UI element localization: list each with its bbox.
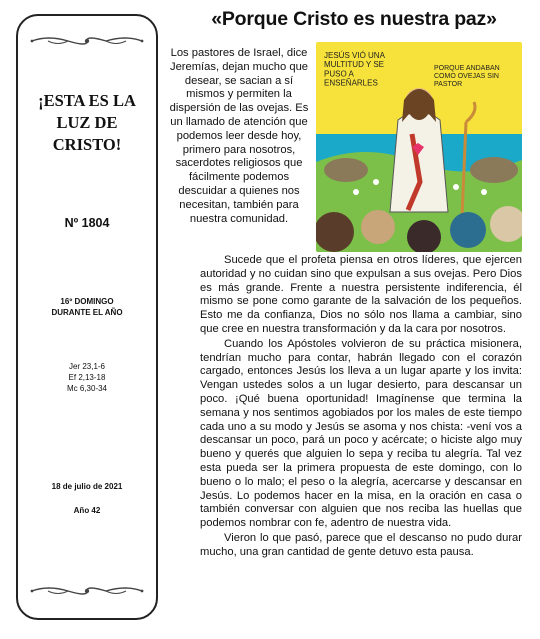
- bottom-ornament-divider: [28, 584, 146, 598]
- readings-list: [18, 361, 156, 394]
- top-ornament-divider: [28, 34, 146, 48]
- reading-item: Ef 2,13-18: [68, 373, 106, 382]
- caption-line: MULTITUD Y SE: [324, 60, 385, 70]
- issue-number: Nº 1804: [64, 216, 110, 230]
- article-title: «Porque Cristo es nuestra paz»: [211, 8, 497, 30]
- caption-line: PASTOR: [434, 81, 463, 89]
- issue-date: 18 de julio de 2021: [51, 482, 123, 491]
- caption-line: PORQUE ANDABAN: [434, 65, 500, 72]
- article-paragraph: Los pastores de Israel, dice Jeremías, dejan mucho que desear, se sacian a sí mismos y permiten la dispersión de las ovejas. Es un llamado de atención que podemos leer desde hoy, primero para nosotros, sacerdotes religiosos que fácilmente podemos descuidar a quienes nos necesitan, también para nuestra comunidad.: [169, 47, 309, 225]
- issue-year: Año 42: [73, 506, 101, 515]
- caption-line: JESÚS VIÓ UNA: [324, 51, 385, 60]
- sidebar-panel: [16, 14, 158, 620]
- article-paragraph: Vieron lo que pasó, parece que el descanso no pudo durar mucho, una gran cantidad de gente detuvo esta pausa.: [200, 531, 522, 558]
- illustration-svg: [316, 42, 522, 252]
- jesus-teaching-illustration: [316, 42, 522, 252]
- caption-line: PUSO A: [324, 69, 354, 79]
- liturgical-sunday: [18, 296, 156, 318]
- caption-line: ENSEÑARLES: [324, 78, 378, 88]
- sidebar-title: ¡ESTA ES LA LUZ DE CRISTO!: [38, 91, 136, 154]
- reading-item: Mc 6,30-34: [66, 384, 108, 393]
- article-paragraph: Sucede que el profeta piensa en otros líderes, que ejercen autoridad y no cuidan sino que expulsan a sus ovejas. Pero Dios es más grande. Frente a nuestra persistente indiferencia, él mismo se pone como garante de la salvación de los pequeños. Esto me da confianza, Dios no sólo nos llama a cambiar, sino que cree en nuestra transformación y da la cara por nosotros.: [200, 254, 522, 335]
- article-body: [200, 254, 522, 561]
- caption-line: COMO OVEJAS SIN: [434, 73, 499, 81]
- reading-item: Jer 23,1-6: [68, 362, 106, 371]
- article-paragraph: Cuando los Apóstoles volvieron de su práctica misionera, tendrían mucho para contar, habrán llegado con el corazón cargado, entonces Jesús los lleva a un lugar aparte y los invita: Vengan ustedes solos a un lugar desierto, para descansar un poco. ¡Qué buena oportunidad! Imagínense que termina la semana y nos sentimos agobiados por los males de este tiempo cada uno a su modo y Jesús se asoma y nos chista: -vení vos a descansar un poco, pará un poco y acércate; o hiciste algo muy bueno y querés que alguien lo sepa y reciba tu alegría. Tal vez esta pueda ser la primera propuesta de este domingo, con lo bueno o lo malo; el peso o la alegría, acercarse y descansar en Jesús. Lo podemos hacer en la misa, en la oración en casa o también conversar con alguien que nos reciba las huellas que podemos nombrar con fe, adentro de nuestra vida.: [200, 337, 522, 530]
- liturgical-sunday-text: 16º DOMINGO DURANTE EL AÑO: [51, 297, 123, 317]
